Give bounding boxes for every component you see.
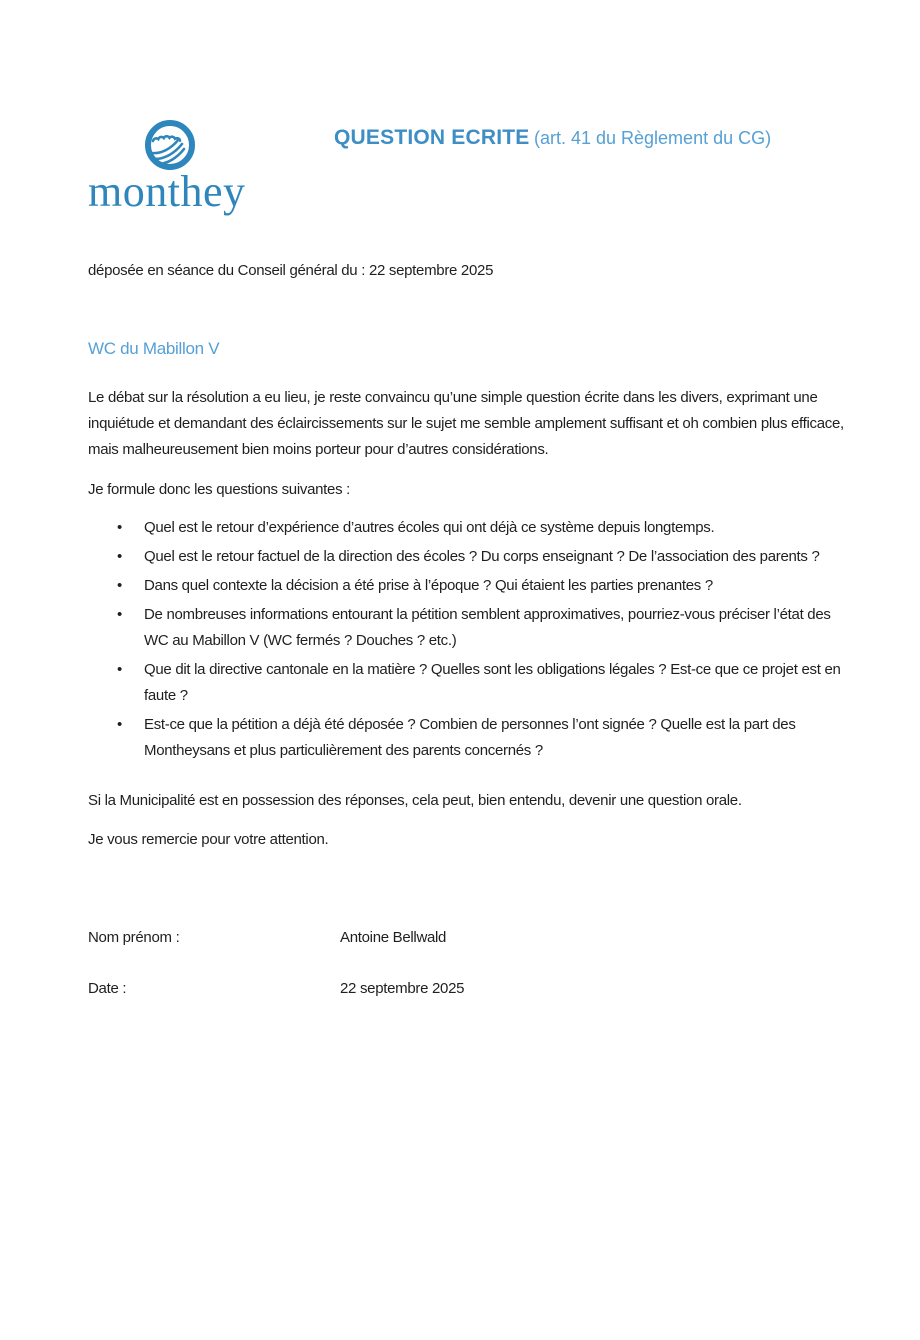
monthey-logo [88,118,266,214]
document-body [88,258,852,1002]
name-label: Nom prénom : [88,929,180,946]
signature-name-row [88,925,852,951]
questions-list [88,515,852,764]
signature-date-row [88,976,852,1002]
question-item: • De nombreuses informations entourant la pétition semblent approximatives, pourriez-vous préciser l’état des WC au Mabillon V (WC fermés ? Douches ? etc.) [88,602,852,654]
monthey-wave-icon [144,118,196,174]
document-subtitle: (art. 41 du Règlement du CG) [533,128,772,148]
question-item: • Quel est le retour factuel de la direction des écoles ? Du corps enseignant ? De l’association des parents ? [88,544,852,570]
document-title: QUESTION ECRITE [334,126,530,149]
question-item: • Est-ce que la pétition a déjà été déposée ? Combien de personnes l’ont signée ? Quelle est la part des Montheysans et plus particulièrement des parents concernés ? [88,712,852,764]
question-item: • Dans quel contexte la décision a été prise à l’époque ? Qui étaient les parties prenantes ? [88,573,852,599]
closing-paragraph-2: Je vous remercie pour votre attention. [88,831,329,848]
questions-lead-paragraph: Je formule donc les questions suivantes : [88,481,351,498]
deposit-line: déposée en séance du Conseil général du : 22 septembre 2025 [88,262,494,279]
date-value: 22 septembre 2025 [340,980,465,997]
date-label: Date : [88,980,127,997]
closing-paragraph-1: Si la Municipalité est en possession des réponses, cela peut, bien entendu, devenir une question orale. [88,792,742,809]
name-value: Antoine Bellwald [340,929,447,946]
question-item: • Quel est le retour d’expérience d’autres écoles qui ont déjà ce système depuis longtemps. [88,515,852,541]
subject-heading: WC du Mabillon V [88,339,220,358]
monthey-wordmark: monthey [88,167,246,216]
intro-paragraph: Le débat sur la résolution a eu lieu, je reste convaincu qu’une simple question écrite dans les divers, exprimant une inquiétude et demandant des éclaircissements sur le sujet me semble amplement suffisant et oh combien plus efficace, mais malheureusement bien moins porteur pour d’autres considérations. [88,389,844,458]
document-title-block [334,118,771,150]
question-item: • Que dit la directive cantonale en la matière ? Quelles sont les obligations légales ? Est-ce que ce projet est en faute ? [88,657,852,709]
document-header [88,118,860,214]
